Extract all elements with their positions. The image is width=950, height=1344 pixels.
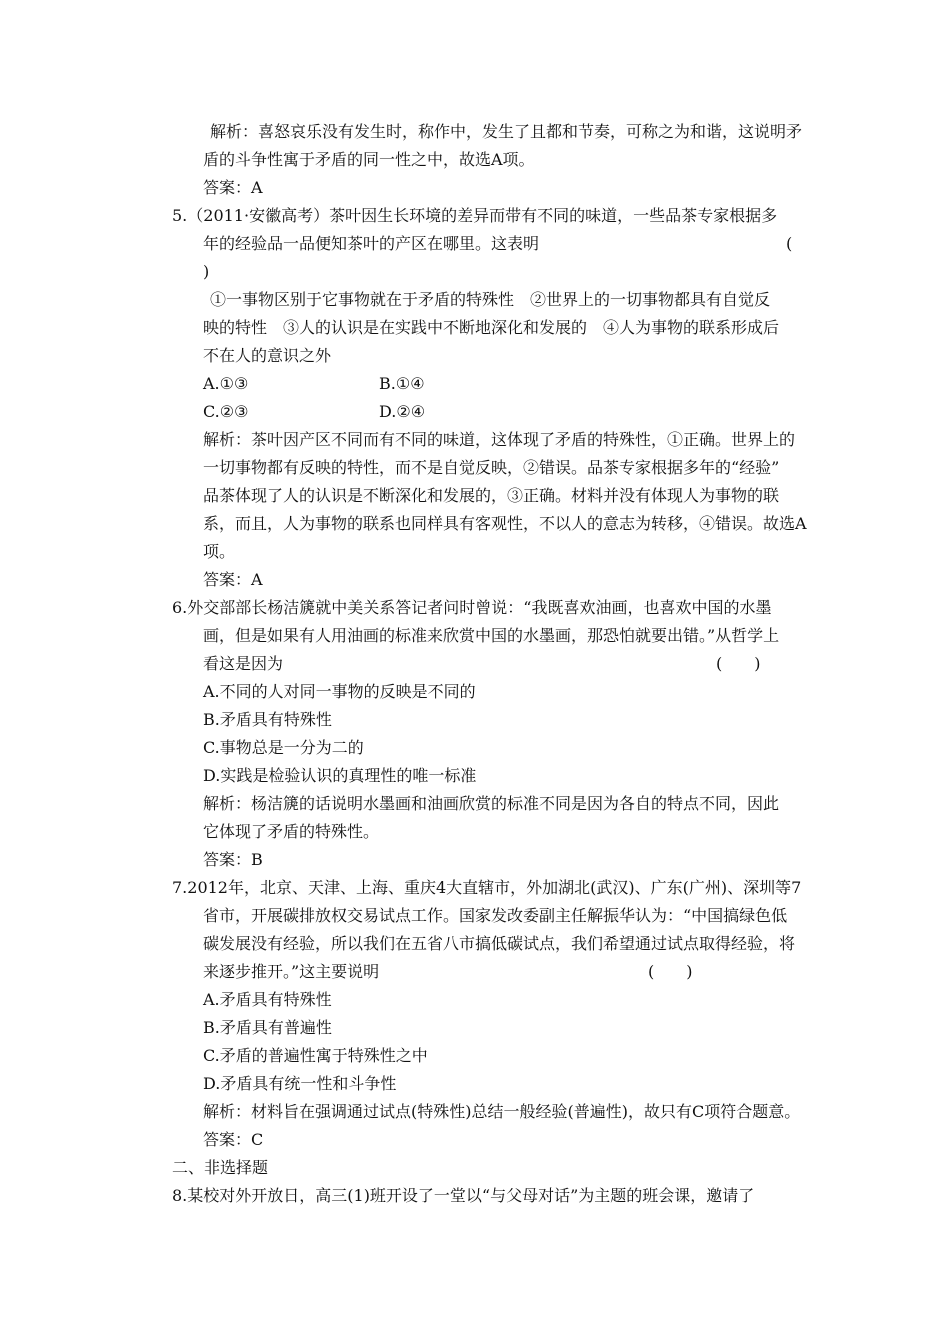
analysis-text: 品茶体现了人的认识是不断深化和发展的，③正确。材料并没有体现人为事物的联 xyxy=(203,486,780,505)
option-b: B.①④ xyxy=(379,374,425,393)
option-a: A.不同的人对同一事物的反映是不同的 xyxy=(203,682,476,701)
answer-text: 答案：A xyxy=(203,570,263,589)
analysis-text: 解析：喜怒哀乐没有发生时，称作中，发生了且都和节奏，可称之为和谐，这说明矛 xyxy=(210,122,803,141)
answer-paren-close: ) xyxy=(203,262,210,281)
question-stem: 年的经验品一品便知茶叶的产区在哪里。这表明 xyxy=(203,234,540,253)
question-stem: 省市，开展碳排放权交易试点工作。国家发改委副主任解振华认为：“中国搞绿色低 xyxy=(203,906,788,925)
option-d: D.矛盾具有统一性和斗争性 xyxy=(203,1074,397,1093)
answer-text: 答案：B xyxy=(203,850,263,869)
question-stem: 7.2012年，北京、天津、上海、重庆4大直辖市，外加湖北(武汉)、广东(广州)、深圳等7 xyxy=(172,878,802,897)
answer-paren: ( ) xyxy=(648,962,693,981)
question-stem: 8.某校对外开放日，高三(1)班开设了一堂以“与父母对话”为主题的班会课，邀请了 xyxy=(172,1186,755,1205)
option-d: D.实践是检验认识的真理性的唯一标准 xyxy=(203,766,477,785)
answer-text: 答案：C xyxy=(203,1130,264,1149)
answer-paren: ( ) xyxy=(716,654,761,673)
analysis-text: 一切事物都有反映的特性，而不是自觉反映，②错误。品茶专家根据多年的“经验” xyxy=(203,458,780,477)
question-stem: 画，但是如果有人用油画的标准来欣赏中国的水墨画，那恐怕就要出错。”从哲学上 xyxy=(203,626,780,645)
analysis-text: 解析：杨洁篪的话说明水墨画和油画欣赏的标准不同是因为各自的特点不同，因此 xyxy=(203,794,780,813)
option-b: B.矛盾具有普遍性 xyxy=(203,1018,332,1037)
option-c: C.事物总是一分为二的 xyxy=(203,738,364,757)
section-heading: 二、非选择题 xyxy=(172,1158,269,1177)
question-stem: 来逐步推开。”这主要说明 xyxy=(203,962,380,981)
statement-line: ①一事物区别于它事物就在于矛盾的特殊性 ②世界上的一切事物都具有自觉反 xyxy=(210,290,771,309)
question-stem: 看这是因为 xyxy=(203,654,284,673)
question-stem: 5.（2011·安徽高考）茶叶因生长环境的差异而带有不同的味道，一些品茶专家根据多 xyxy=(172,206,778,225)
option-a: A.①③ xyxy=(203,374,249,393)
question-stem: 碳发展没有经验，所以我们在五省八市搞低碳试点，我们希望通过试点取得经验，将 xyxy=(203,934,796,953)
option-b: B.矛盾具有特殊性 xyxy=(203,710,332,729)
option-a: A.矛盾具有特殊性 xyxy=(203,990,332,1009)
question-stem: 6.外交部部长杨洁篪就中美关系答记者问时曾说：“我既喜欢油画，也喜欢中国的水墨 xyxy=(172,598,772,617)
analysis-text: 盾的斗争性寓于矛盾的同一性之中，故选A项。 xyxy=(203,150,535,169)
statement-line: 映的特性 ③人的认识是在实践中不断地深化和发展的 ④人为事物的联系形成后 xyxy=(203,318,780,337)
analysis-text: 它体现了矛盾的特殊性。 xyxy=(203,822,380,841)
analysis-text: 项。 xyxy=(203,542,236,561)
options-row xyxy=(203,370,425,398)
analysis-text: 系，而且，人为事物的联系也同样具有客观性，不以人的意志为转移，④错误。故选A xyxy=(203,514,807,533)
answer-paren-open: ( xyxy=(786,234,793,253)
option-d: D.②④ xyxy=(379,402,426,421)
analysis-text: 解析：材料旨在强调通过试点(特殊性)总结一般经验(普遍性)，故只有C项符合题意。 xyxy=(203,1102,801,1121)
option-c: C.矛盾的普遍性寓于特殊性之中 xyxy=(203,1046,428,1065)
answer-text: 答案：A xyxy=(203,178,263,197)
statement-line: 不在人的意识之外 xyxy=(203,346,332,365)
options-row xyxy=(203,398,425,426)
option-c: C.②③ xyxy=(203,402,249,421)
analysis-text: 解析：茶叶因产区不同而有不同的味道，这体现了矛盾的特殊性，①正确。世界上的 xyxy=(203,430,796,449)
